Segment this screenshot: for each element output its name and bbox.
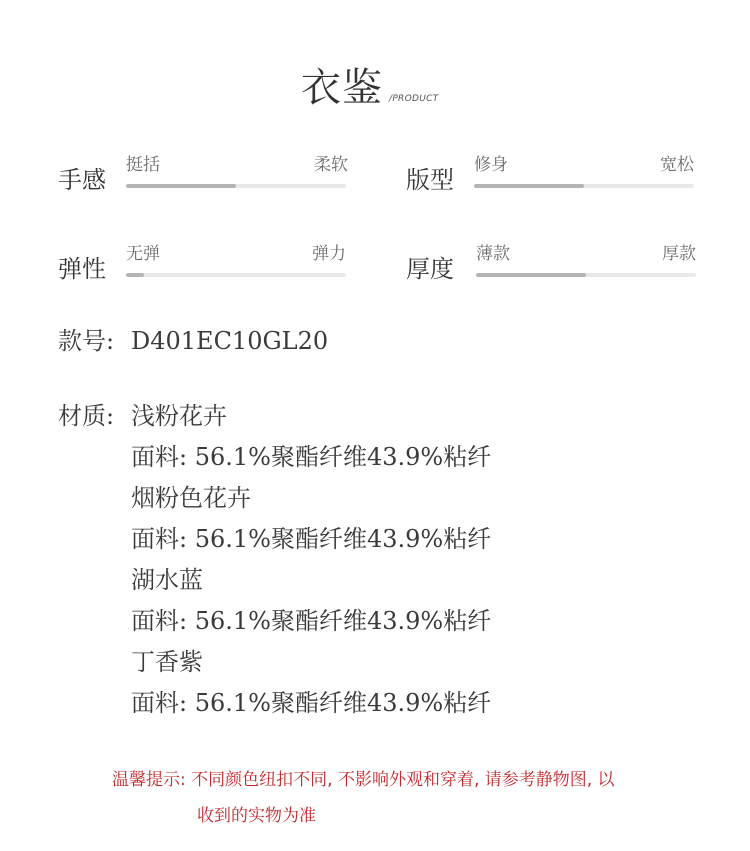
material-fabric-2: 面料: 56.1%聚酯纤维43.9%粘纤	[131, 525, 492, 553]
material-color-2: 烟粉色花卉	[131, 484, 251, 512]
material-fabric-1: 面料: 56.1%聚酯纤维43.9%粘纤	[131, 443, 492, 471]
material-color-1: 浅粉花卉	[131, 402, 227, 430]
feel-fit-track	[474, 184, 694, 188]
material-fabric-4: 面料: 56.1%聚酯纤维43.9%粘纤	[131, 689, 492, 717]
feel-thickness-left: 薄款	[476, 244, 510, 264]
style-number-row	[58, 326, 458, 356]
feel-hand-track	[126, 184, 346, 188]
feel-stretch	[58, 243, 348, 283]
feel-stretch-right: 弹力	[312, 244, 346, 264]
material-fabric-3: 面料: 56.1%聚酯纤维43.9%粘纤	[131, 607, 492, 635]
style-number-label: 款号:	[58, 327, 115, 355]
feel-thickness-track	[476, 273, 696, 277]
material-color-3: 湖水蓝	[131, 566, 203, 594]
feel-stretch-label: 弹性	[58, 255, 106, 283]
feel-thickness-fill	[476, 273, 586, 277]
feel-fit-right: 宽松	[660, 155, 694, 175]
feel-fit	[406, 154, 696, 194]
material-label: 材质:	[58, 402, 115, 430]
material-color-4: 丁香紫	[131, 648, 203, 676]
feel-fit-label: 版型	[406, 166, 454, 194]
page-title: 衣鉴	[301, 65, 383, 111]
feel-hand-label: 手感	[58, 166, 106, 194]
page-subtitle: /PRODUCT	[389, 94, 439, 104]
feel-stretch-track	[126, 273, 346, 277]
feel-stretch-fill	[126, 273, 144, 277]
feel-thickness-label: 厚度	[406, 255, 454, 283]
feel-thickness-right: 厚款	[662, 244, 696, 264]
feel-hand	[58, 154, 348, 194]
feel-fit-left: 修身	[474, 155, 508, 175]
notice-line-1: 温馨提示: 不同颜色纽扣不同, 不影响外观和穿着, 请参考静物图, 以	[112, 770, 615, 790]
feel-hand-fill	[126, 184, 236, 188]
feel-stretch-left: 无弹	[126, 244, 160, 264]
notice-line-2: 收到的实物为准	[197, 806, 316, 826]
style-number-value: D401EC10GL20	[131, 327, 329, 355]
header	[0, 64, 750, 114]
feel-hand-right: 柔软	[314, 155, 348, 175]
feel-fit-fill	[474, 184, 584, 188]
feel-hand-left: 挺括	[126, 155, 160, 175]
feel-thickness	[406, 243, 696, 283]
